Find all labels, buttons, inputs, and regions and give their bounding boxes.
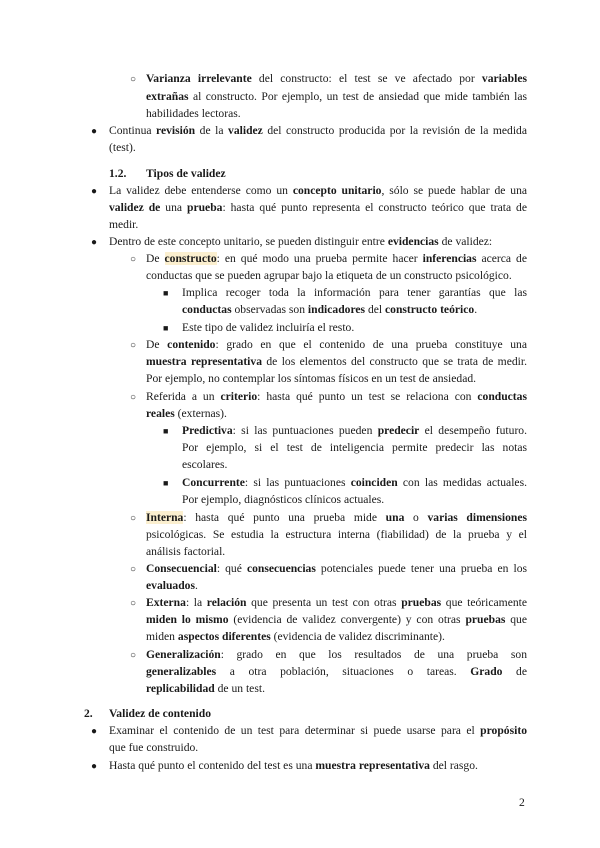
- consecuencial-line-1: Consecuencial: qué consecuencias potenciales puede tener una prueba en los: [146, 562, 527, 575]
- examinar-line-1: Examinar el contenido de un test para determinar si puede usarse para el propósito: [109, 724, 527, 737]
- externa-line-3: miden aspectos diferentes (evidencia de validez discriminante).: [146, 630, 445, 643]
- generalizacion-line-1: Generalización: grado en que los resultados de una prueba son: [146, 648, 527, 661]
- criterio-line-1: Referida a un criterio: hasta qué punto un test se relaciona con conductas: [146, 390, 527, 403]
- constructo-line-1: De constructo: en qué modo una prueba permite hacer inferencias acerca de: [146, 252, 527, 265]
- contenido-line-3: Por ejemplo, no contemplar los síntomas físicos en un test de ansiedad.: [146, 372, 477, 385]
- interna-line-3: análisis factorial.: [146, 545, 226, 558]
- dot-bullet: ●: [91, 237, 98, 248]
- hasta-line-1: Hasta qué punto el contenido del test es una muestra representativa del rasgo.: [109, 759, 478, 772]
- circle-bullet: ○: [130, 598, 137, 609]
- predictiva-line-3: escolares.: [182, 458, 228, 471]
- externa-line-1: Externa: la relación que presenta un test con otras pruebas que teóricamente: [146, 596, 528, 609]
- section-number-2: 2.: [84, 707, 93, 720]
- constructo-sub2: Este tipo de validez incluiría el resto.: [182, 321, 355, 334]
- varianza-line-2: extrañas al constructo. Por ejemplo, un test de ansiedad que mide también las: [146, 90, 527, 103]
- generalizacion-line-3: replicabilidad de un test.: [146, 682, 265, 695]
- circle-bullet: ○: [130, 392, 137, 403]
- page-number: 2: [519, 796, 525, 809]
- continua-line-2: (test).: [109, 141, 136, 154]
- dot-bullet: ●: [91, 186, 98, 197]
- concurrente-line-2: Por ejemplo, diagnósticos clínicos actuales.: [182, 493, 385, 506]
- concurrente-line-1: Concurrente: si las puntuaciones coinciden con las medidas actuales.: [182, 476, 527, 489]
- dot-bullet: ●: [91, 761, 98, 772]
- section-number-1-2: 1.2.: [109, 167, 127, 180]
- predictiva-line-1: Predictiva: si las puntuaciones pueden predecir el desempeño futuro.: [182, 424, 528, 437]
- examinar-line-2: que fue construido.: [109, 741, 199, 754]
- square-bullet: ■: [163, 426, 169, 436]
- interna-line-2: psicológicas. Se estudia la estructura interna (fiabilidad) de la prueba y el: [146, 528, 527, 541]
- circle-bullet: ○: [130, 254, 137, 265]
- generalizacion-line-2: generalizables a otra población, situaciones o tareas. Grado de: [146, 665, 528, 678]
- square-bullet: ■: [163, 323, 169, 333]
- constructo-sub1-line-2: conductas observadas son indicadores del constructo teórico.: [182, 303, 478, 316]
- square-bullet: ■: [163, 288, 169, 298]
- circle-bullet: ○: [130, 513, 137, 524]
- externa-line-2: miden lo mismo (evidencia de validez convergente) y con otras pruebas que: [146, 613, 527, 626]
- square-bullet: ■: [163, 478, 169, 488]
- circle-bullet: ○: [130, 340, 137, 351]
- continua-line-1: Continua revisión de la validez del constructo producida por la revisión de la medida: [109, 124, 527, 137]
- unitario-line-1: La validez debe entenderse como un concepto unitario, sólo se puede hablar de una: [109, 184, 528, 197]
- unitario-line-3: medir.: [109, 218, 139, 231]
- varianza-line-3: habilidades lectoras.: [146, 107, 241, 120]
- consecuencial-line-2: evaluados.: [146, 579, 198, 592]
- section-title-validez-de-contenido: Validez de contenido: [109, 707, 211, 720]
- circle-bullet: ○: [130, 74, 137, 85]
- contenido-line-2: muestra representativa de los elementos del constructo que se trata de medir.: [146, 355, 527, 368]
- circle-bullet: ○: [130, 650, 137, 661]
- criterio-line-2: reales (externas).: [146, 407, 227, 420]
- unitario-line-2: validez de una prueba: hasta qué punto representa el constructo teórico que trata de: [109, 201, 527, 214]
- constructo-sub1-line-1: Implica recoger toda la información para tener garantías que las: [182, 286, 527, 299]
- constructo-line-2: conductas que se pueden agrupar bajo la etiqueta de un constructo psicológico.: [146, 269, 512, 282]
- predictiva-line-2: Por ejemplo, si el test de inteligencia permite predecir las notas: [182, 441, 527, 454]
- contenido-line-1: De contenido: grado en que el contenido de una prueba constituye una: [146, 338, 527, 351]
- varianza-line-1: Varianza irrelevante del constructo: el test se ve afectado por variables: [146, 72, 527, 85]
- circle-bullet: ○: [130, 564, 137, 575]
- dentro-line-1: Dentro de este concepto unitario, se pueden distinguir entre evidencias de validez:: [109, 235, 493, 248]
- dot-bullet: ●: [91, 126, 98, 137]
- interna-line-1: Interna: hasta qué punto una prueba mide una o varias dimensiones: [146, 511, 527, 524]
- section-title-tipos-de-validez: Tipos de validez: [146, 167, 226, 180]
- dot-bullet: ●: [91, 726, 98, 737]
